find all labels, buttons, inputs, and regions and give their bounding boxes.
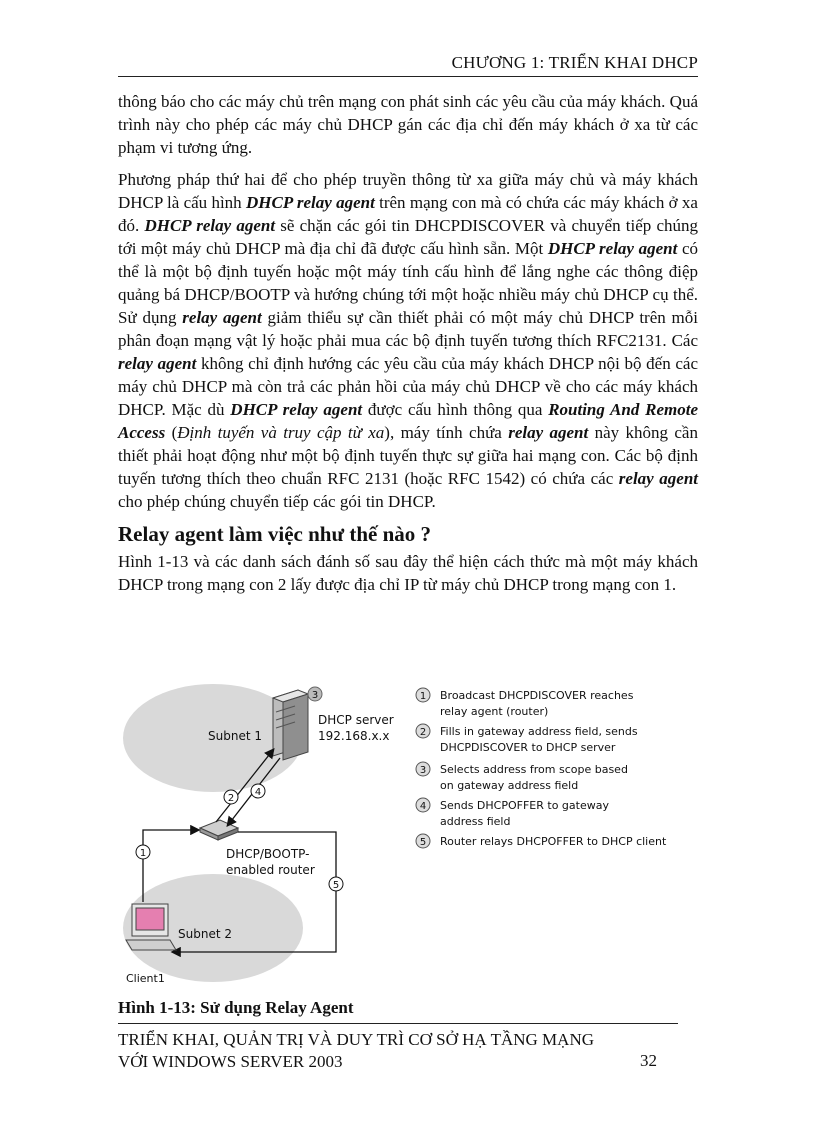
- router-icon: [200, 820, 238, 840]
- running-header: CHƯƠNG 1: TRIỂN KHAI DHCP: [451, 53, 698, 72]
- section-heading: Relay agent làm việc như thế nào ?: [118, 522, 432, 546]
- legend-step-4-line-1: Sends DHCPOFFER to gateway: [440, 799, 609, 812]
- marker-2-text: 2: [227, 793, 235, 804]
- legend-num-1: 1: [419, 691, 427, 702]
- term-relay-agent: relay agent: [118, 354, 197, 373]
- term-rras: Routing And Remote Access: [118, 400, 698, 442]
- term-dhcp-relay-agent: DHCP relay agent: [245, 193, 375, 212]
- running-footer: [118, 1029, 678, 1073]
- term-relay-agent: relay agent: [508, 423, 589, 442]
- router-label-2: enabled router: [226, 863, 315, 877]
- legend-num-3: 3: [419, 765, 427, 776]
- paragraph-1: thông báo cho các máy chủ trên mạng con phát sinh các yêu cầu của máy khách. Quá trình này cho phép các máy chủ DHCP gán các địa chỉ đến máy khách ở xa từ các phạm vi tương ứng.: [118, 92, 698, 157]
- legend-step-3-line-2: on gateway address field: [440, 779, 579, 792]
- text-run: có thể là một bộ định tuyến hoặc một máy tính cấu hình để lắng nghe các thông điệp quảng bá DHCP/BOOTP và hướng chúng tới một hoặc nhiều máy chủ DHCP cụ thể. Sử dụng: [118, 239, 698, 327]
- marker-4-text: 4: [254, 787, 262, 798]
- page-number: 32: [640, 1051, 657, 1070]
- term-rras-vn: Định tuyến và truy cập từ xa: [177, 423, 385, 442]
- legend-num-2: 2: [419, 727, 427, 738]
- text-run: này không cần thiết phải hoạt động như một bộ định tuyến thực sự giữa hai mạng con. Các bộ định tuyến tương thích theo chuẩn RFC 2131 (hoặc RFC 1542) có chứa các: [118, 423, 698, 488]
- footer-line-1: TRIỂN KHAI, QUẢN TRỊ VÀ DUY TRÌ CƠ SỞ HẠ TẦNG MẠNG: [118, 1030, 594, 1049]
- legend-num-5: 5: [419, 837, 427, 848]
- text-run: không chỉ định hướng các yêu cầu của máy khách DHCP nội bộ đến các máy chủ DHCP mà còn trả các phản hồi của máy chủ DHCP về cho các máy khách DHCP. Mặc dù: [118, 354, 698, 419]
- text-run: Phương pháp thứ hai để cho phép truyền thông từ xa giữa máy chủ và máy khách DHCP là cấu hình: [118, 170, 698, 212]
- legend-step-4-line-2: address field: [440, 815, 511, 828]
- steps-legend: [416, 688, 667, 848]
- text-run: ), máy tính chứa: [384, 423, 509, 442]
- legend-step-5-line-1: Router relays DHCPOFFER to DHCP client: [440, 835, 667, 848]
- term-relay-agent: relay agent: [618, 469, 698, 488]
- body-text: [118, 90, 698, 605]
- term-dhcp-relay-agent: DHCP relay agent: [230, 400, 363, 419]
- subnet-2-label: Subnet 2: [178, 927, 232, 941]
- figure-caption: Hình 1-13: Sử dụng Relay Agent: [118, 998, 354, 1017]
- server-icon: [273, 690, 308, 760]
- text-run: được cấu hình thông qua: [362, 400, 549, 419]
- client-label: Client1: [126, 972, 165, 985]
- legend-step-2-line-1: Fills in gateway address field, sends: [440, 725, 638, 738]
- client-pc-icon: [126, 904, 176, 950]
- footer-rule: [118, 1023, 678, 1024]
- subnet-1-label: Subnet 1: [208, 729, 262, 743]
- term-dhcp-relay-agent: DHCP relay agent: [144, 216, 276, 235]
- legend-step-1-line-2: relay agent (router): [440, 705, 549, 718]
- text-run: (: [165, 423, 178, 442]
- legend-step-1-line-1: Broadcast DHCPDISCOVER reaches: [440, 689, 634, 702]
- marker-3-text: 3: [311, 690, 319, 701]
- text-run: cho phép chúng chuyển tiếp các gói tin DHCP.: [118, 492, 436, 511]
- text-run: sẽ chặn các gói tin DHCPDISCOVER và chuyển tiếp chúng tới một máy chủ DHCP mà địa chỉ đã được cấu hình sẵn. Một: [118, 216, 698, 258]
- term-relay-agent: relay agent: [182, 308, 262, 327]
- legend-step-3-line-1: Selects address from scope based: [440, 763, 628, 776]
- marker-1-text: 1: [139, 848, 147, 859]
- header-rule: [118, 76, 698, 77]
- server-label: DHCP server: [318, 713, 394, 727]
- figure-svg: [118, 680, 678, 990]
- marker-5-text: 5: [332, 880, 340, 891]
- router-label-1: DHCP/BOOTP-: [226, 847, 310, 861]
- footer-line-2: VỚI WINDOWS SERVER 2003: [118, 1052, 343, 1071]
- legend-num-4: 4: [419, 801, 427, 812]
- legend-step-2-line-2: DHCPDISCOVER to DHCP server: [440, 741, 616, 754]
- paragraph-3: Hình 1-13 và các danh sách đánh số sau đây thể hiện cách thức mà một máy khách DHCP trong mạng con 2 lấy được địa chỉ IP từ máy chủ DHCP trong mạng con 1.: [118, 552, 698, 594]
- paragraph-2: [118, 168, 698, 513]
- relay-agent-figure: [118, 680, 678, 990]
- text-run: giảm thiểu sự cần thiết phải có một máy chủ DHCP trên mỗi phân đoạn mạng vật lý hoặc phải mua các bộ định tuyến tương thích RFC2131. Các: [118, 308, 698, 350]
- server-ip: 192.168.x.x: [318, 729, 390, 743]
- term-dhcp-relay-agent: DHCP relay agent: [547, 239, 678, 258]
- text-run: trên mạng con mà có chứa các máy khách ở xa đó.: [118, 193, 698, 235]
